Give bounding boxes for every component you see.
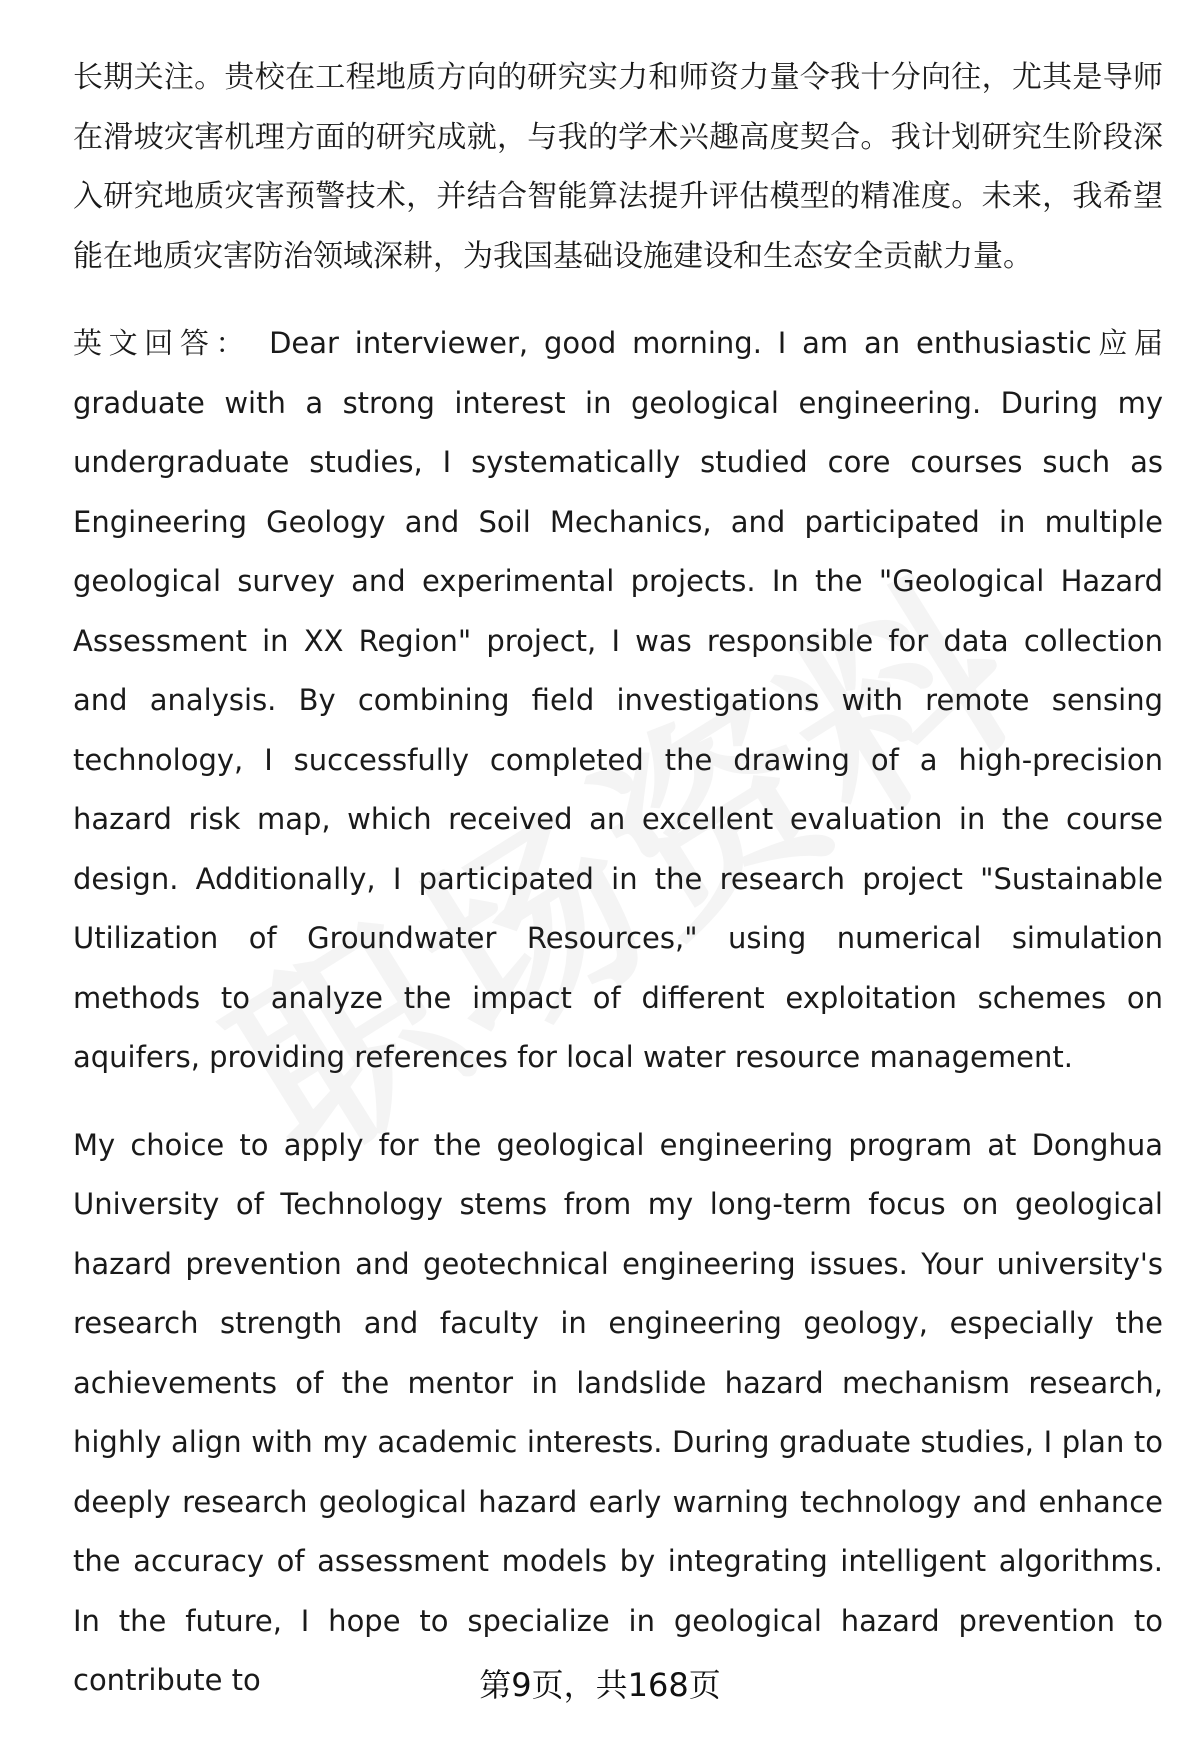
page-number: 第9页，共168页 — [479, 1666, 721, 1704]
english-answer-label: 英文回答： — [73, 326, 252, 360]
document-body — [73, 48, 1163, 1711]
english-answer-paragraph-1 — [73, 314, 1163, 1088]
english-answer-paragraph-2: My choice to apply for the geological engineering program at Donghua University of Technology stems from my long-term focus on geological hazard prevention and geotechnical engineering issues. Your university's research strength and faculty in engineering geology, especially the achievements of the mentor in landslide hazard mechanism research, highly align with my academic interests. During graduate studies, I plan to deeply research geological hazard early warning technology and enhance the accuracy of assessment models by integrating intelligent algorithms. In the future, I hope to specialize in geological hazard prevention to contribute to — [73, 1127, 1163, 1697]
chinese-answer-paragraph: 长期关注。贵校在工程地质方向的研究实力和师资力量令我十分向往，尤其是导师在滑坡灾害机理方面的研究成就，与我的学术兴趣高度契合。我计划研究生阶段深入研究地质灾害预警技术，并结合智能算法提升评估模型的精准度。未来，我希望能在地质灾害防治领域深耕，为我国基础设施建设和生态安全贡献力量。 — [73, 60, 1163, 274]
english-answer-text-1: Dear interviewer, good morning. I am an enthusiastic应届 graduate with a strong interest in geological engineering. During my undergraduate studies, I systematically studied core courses such as Engineering Geology and Soil Mechanics, and participated in multiple geological survey and experimental projects. In the "Geological Hazard Assessment in XX Region" project, I was responsible for data collection and analysis. By combining field investigations with remote sensing technology, I successfully completed the drawing of a high-precision hazard risk map, which received an excellent evaluation in the course design. Additionally, I participated in the research project "Sustainable Utilization of Groundwater Resources," using numerical simulation methods to analyze the impact of different exploitation schemes on aquifers, providing references for local water resource management. — [73, 326, 1163, 1074]
